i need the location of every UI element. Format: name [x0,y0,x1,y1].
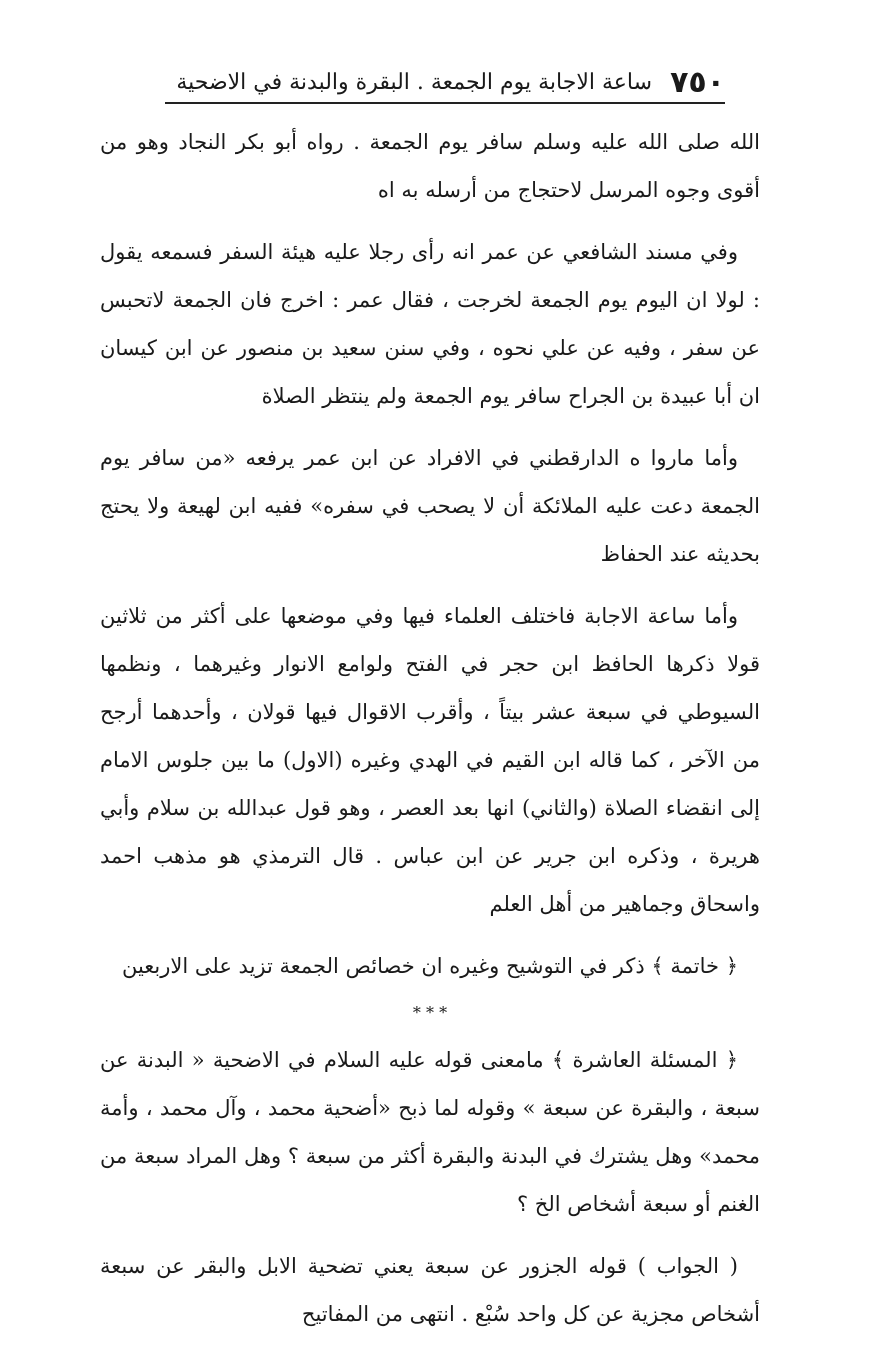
page-body [100,118,760,1352]
page-number: ٧٥٠ [670,64,725,100]
paragraph: الله صلى الله عليه وسلم سافر يوم الجمعة . رواه أبو بكر النجاد وهو من أقوى وجوه المرسل لاحتجاج من أرسله به اه [100,130,760,202]
section-separator: * * * [412,1003,448,1022]
running-title: ساعة الاجابة يوم الجمعة . البقرة والبدنة في الاضحية [176,69,653,95]
paragraph: ( الجواب ) قوله الجزور عن سبعة يعني تضحية الابل والبقر عن سبعة أشخاص مجزية عن كل واحد سُبْع . انتهى من المفاتيح [100,1254,760,1326]
running-header [165,62,725,104]
paragraph: وفي مسند الشافعي عن عمر انه رأى رجلا عليه هيئة السفر فسمعه يقول : لولا ان اليوم يوم الجمعة لخرجت ، فقال عمر : اخرج فان الجمعة لاتحبس عن سفر ، وفيه عن علي نحوه ، وفي سنن سعيد بن منصور عن ابن كيسان ان أبا عبيدة بن الجراح سافر يوم الجمعة ولم ينتظر الصلاة [100,240,760,408]
paragraph: ﴿ المسئلة العاشرة ﴾ مامعنى قوله عليه السلام في الاضحية « البدنة عن سبعة ، والبقرة عن سبعة » وقوله لما ذبح «أضحية محمد ، وآل محمد ، وأمة محمد» وهل يشترك في البدنة والبقرة أكثر من سبعة ؟ وهل المراد سبعة من الغنم أو سبعة أشخاص الخ ؟ [100,1048,760,1216]
paragraph: وأما ماروا ه الدارقطني في الافراد عن ابن عمر يرفعه «من سافر يوم الجمعة دعت عليه الملائكة أن لا يصحب في سفره» ففيه ابن لهيعة ولا يحتج بحديثه عند الحفاظ [100,446,760,566]
paragraph: ﴿ خاتمة ﴾ ذكر في التوشيح وغيره ان خصائص الجمعة تزيد على الاربعين [121,954,738,978]
paragraph: وأما ساعة الاجابة فاختلف العلماء فيها وفي موضعها على أكثر من ثلاثين قولا ذكرها الحافظ ابن حجر في الفتح ولوامع الانوار وغيرهما ، ونظمها السيوطي في سبعة عشر بيتاً ، وأقرب الاقوال فيها قولان ، وأحدهما أرجح من الآخر ، كما قاله ابن القيم في الهدي وغيره (الاول) ما بين جلوس الامام إلى انقضاء الصلاة (والثاني) انها بعد العصر ، وهو قول عبدالله بن سلام وأبي هريرة ، وذكره ابن جرير عن ابن عباس . قال الترمذي هو مذهب احمد واسحاق وجماهير من أهل العلم [100,604,760,916]
